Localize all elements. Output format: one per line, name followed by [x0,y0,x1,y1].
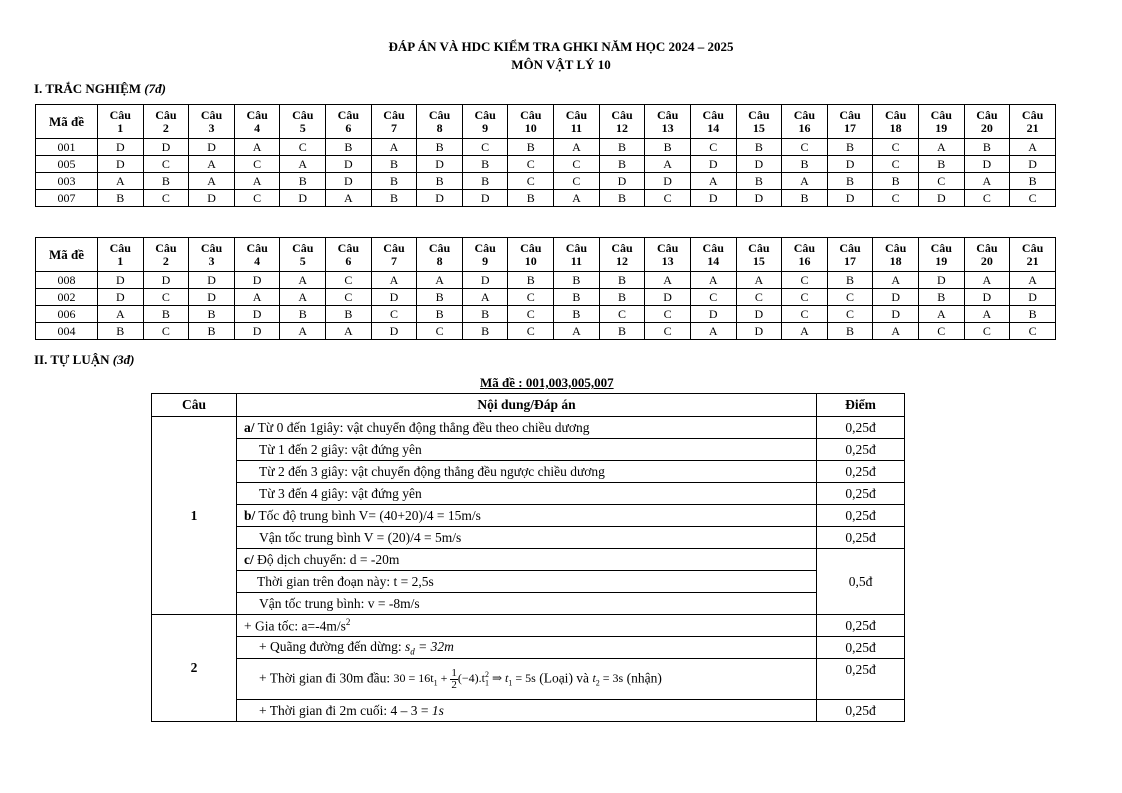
answer-cell: C [645,323,691,340]
table-row [36,289,1056,306]
answer-cell: D [462,272,508,289]
q1-row-a3 [152,461,905,483]
answer-cell: C [782,272,828,289]
answer-cell: A [280,323,326,340]
q1-row-a1 [152,417,905,439]
answer-cell: C [873,190,919,207]
answer-cell: B [827,272,873,289]
answer-cell: C [873,156,919,173]
answer-cell: D [827,190,873,207]
answer-cell: A [918,306,964,323]
q1-a-line3: Từ 2 đến 3 giây: vật chuyển động thẳng đều ngược chiều dương [237,461,817,483]
header-question-11: Câu 11 [554,105,600,139]
answer-cell: B [827,173,873,190]
answer-cell: D [143,272,189,289]
header-question-17: Câu 17 [827,105,873,139]
answer-cell: C [326,289,372,306]
answer-cell: D [98,139,144,156]
answer-cell: C [782,306,828,323]
q1-b-line2: Vận tốc trung bình V = (20)/4 = 5m/s [237,527,817,549]
q1-b-points2: 0,25đ [817,527,905,549]
answer-cell: A [645,156,691,173]
header-question-3: Câu 3 [189,105,235,139]
answer-cell: A [782,323,828,340]
answer-cell: D [873,289,919,306]
header-question-10: Câu 10 [508,238,554,272]
answer-cell: A [326,323,372,340]
doc-title-line1: ĐÁP ÁN VÀ HDC KIỂM TRA GHKI NĂM HỌC 2024 – 2025 [388,39,734,54]
answer-cell: C [508,289,554,306]
answer-cell: A [234,289,280,306]
answer-cell: A [371,272,417,289]
answer-cell: D [234,323,280,340]
header-exam-code: Mã đề [36,105,98,139]
q2-row-4 [152,700,905,722]
answer-cell: C [645,306,691,323]
answer-cell: C [280,139,326,156]
answer-cell: B [736,173,782,190]
q2-points4: 0,25đ [817,700,905,722]
table-row [36,156,1056,173]
exam-code-cell: 004 [36,323,98,340]
header-question-18: Câu 18 [873,238,919,272]
answer-cell: B [371,156,417,173]
table-row [36,323,1056,340]
section-essay-heading: II. TỰ LUẬN (3đ) [34,352,135,367]
header-question-14: Câu 14 [690,238,736,272]
answer-cell: D [98,289,144,306]
q1-b-line1: b/ Tốc độ trung bình V= (40+20)/4 = 15m/s [237,505,817,527]
answer-cell: C [645,190,691,207]
answer-cell: D [326,173,372,190]
header-question-15: Câu 15 [736,238,782,272]
answer-cell: C [554,156,600,173]
header-question-21: Câu 21 [1010,105,1056,139]
answer-cell: A [964,306,1010,323]
header-question-20: Câu 20 [964,238,1010,272]
header-question-12: Câu 12 [599,238,645,272]
q1-a-points1: 0,25đ [817,417,905,439]
answer-cell: B [417,139,463,156]
answer-cell: A [645,272,691,289]
answer-cell: B [599,323,645,340]
answer-cell: A [873,323,919,340]
answer-cell: C [508,173,554,190]
answer-cell: B [508,139,554,156]
answer-cell: B [736,139,782,156]
answer-cell: B [599,272,645,289]
answer-cell: C [1010,190,1056,207]
q1-c-line3: Vận tốc trung bình: v = -8m/s [237,593,817,615]
header-question-2: Câu 2 [143,105,189,139]
answer-cell: B [326,139,372,156]
answer-cell: A [98,173,144,190]
header-points: Điểm [817,394,905,417]
answer-cell: D [873,306,919,323]
answer-cell: D [98,272,144,289]
answer-cell: A [280,289,326,306]
answer-cell: A [234,139,280,156]
exam-code-cell: 001 [36,139,98,156]
answer-cell: D [234,306,280,323]
answer-cell: D [417,190,463,207]
answer-cell: C [964,323,1010,340]
answer-table-2 [35,237,1056,340]
answer-cell: A [918,139,964,156]
q2-line1: + Gia tốc: $a=-4m/s^2$ [237,615,817,637]
answer-cell: A [690,323,736,340]
answer-cell: A [873,272,919,289]
answer-cell: D [462,190,508,207]
q1-a-points4: 0,25đ [817,483,905,505]
q1-row-c2 [152,571,905,593]
q1-a-line2: Từ 1 đến 2 giây: vật đứng yên [237,439,817,461]
header-question-14: Câu 14 [690,105,736,139]
answer-cell: B [280,173,326,190]
answer-cell: A [280,156,326,173]
table-row [36,272,1056,289]
header-question-7: Câu 7 [371,105,417,139]
header-question-11: Câu 11 [554,238,600,272]
header-question-20: Câu 20 [964,105,1010,139]
answer-cell: C [462,139,508,156]
answer-cell: C [508,156,554,173]
header-content: Nội dung/Đáp án [237,394,817,417]
doc-title-line2: MÔN VẬT LÝ 10 [511,57,611,72]
answer-cell: A [417,272,463,289]
q1-row-c3 [152,593,905,615]
answer-cell: D [736,306,782,323]
header-question-4: Câu 4 [234,105,280,139]
answer-cell: C [234,156,280,173]
answer-cell: B [417,173,463,190]
answer-table-header-row [36,238,1056,272]
q1-row-a4 [152,483,905,505]
answer-cell: C [508,323,554,340]
answer-cell: B [827,139,873,156]
answer-cell: D [234,272,280,289]
answer-cell: B [782,190,828,207]
answer-cell: D [964,289,1010,306]
answer-cell: C [143,289,189,306]
answer-cell: B [873,173,919,190]
header-question-6: Câu 6 [326,105,372,139]
essay-exam-codes: Mã đề : 001,003,005,007 [480,375,614,390]
answer-cell: B [143,173,189,190]
answer-cell: D [918,190,964,207]
header-question-3: Câu 3 [189,238,235,272]
exam-code-cell: 005 [36,156,98,173]
header-question-16: Câu 16 [782,238,828,272]
answer-cell: B [417,289,463,306]
answer-cell: C [326,272,372,289]
answer-cell: A [964,173,1010,190]
answer-cell: B [918,289,964,306]
header-question-13: Câu 13 [645,105,691,139]
answer-cell: A [98,306,144,323]
q2-points1: 0,25đ [817,615,905,637]
header-question-16: Câu 16 [782,105,828,139]
answer-cell: D [189,190,235,207]
answer-cell: C [417,323,463,340]
answer-cell: B [98,190,144,207]
answer-cell: A [554,139,600,156]
answer-cell: C [918,323,964,340]
answer-cell: B [98,323,144,340]
header-question-4: Câu 4 [234,238,280,272]
answer-cell: A [189,156,235,173]
answer-cell: B [918,156,964,173]
answer-cell: B [599,156,645,173]
q1-a-points2: 0,25đ [817,439,905,461]
answer-cell: D [736,323,782,340]
answer-cell: C [782,139,828,156]
answer-cell: C [827,289,873,306]
answer-cell: D [189,139,235,156]
q2-line4: + Thời gian đi 2m cuối: 4 – 3 = 1s [237,700,817,722]
answer-cell: B [417,306,463,323]
answer-cell: D [827,156,873,173]
table-row [36,173,1056,190]
answer-cell: C [964,190,1010,207]
table-row [36,139,1056,156]
answer-cell: C [554,173,600,190]
answer-cell: A [1010,272,1056,289]
q1-a-points3: 0,25đ [817,461,905,483]
answer-cell: A [371,139,417,156]
q1-row-b1 [152,505,905,527]
q1-row-b2 [152,527,905,549]
answer-cell: D [1010,289,1056,306]
answer-cell: A [189,173,235,190]
question-number-1: 1 [152,417,237,615]
q1-row-c1 [152,549,905,571]
section-multiple-choice-heading: I. TRẮC NGHIỆM (7đ) [34,81,166,96]
q1-a-line1: a/ Từ 0 đến 1giây: vật chuyển động thẳng đều theo chiều dương [237,417,817,439]
answer-cell: B [782,156,828,173]
answer-cell: C [143,156,189,173]
q1-c-points: 0,5đ [817,549,905,615]
answer-cell: D [645,289,691,306]
q2-line2: + Quãng đường đến dừng: $s_d = 32m$ [237,637,817,659]
header-question-8: Câu 8 [417,238,463,272]
answer-cell: D [690,190,736,207]
answer-cell: B [462,323,508,340]
exam-code-cell: 003 [36,173,98,190]
q2-row-2 [152,637,905,659]
answer-cell: D [98,156,144,173]
q1-b-points1: 0,25đ [817,505,905,527]
answer-cell: C [234,190,280,207]
q1-c-line1: c/ Độ dịch chuyển: d = -20m [237,549,817,571]
header-question: Câu [152,394,237,417]
answer-cell: B [554,272,600,289]
exam-code-cell: 006 [36,306,98,323]
answer-cell: B [189,323,235,340]
answer-cell: D [599,173,645,190]
header-question-19: Câu 19 [918,105,964,139]
answer-cell: A [462,289,508,306]
answer-cell: B [599,139,645,156]
answer-cell: C [690,139,736,156]
q2-line3: + Thời gian đi 30m đầu: $30 = 16t_1$ + $\frac{1}{2}$ $(-4).t_1^2$ ⇒ $t_1 = 5s$ (Loại) và $t_2 = 3s$ (nhận) [237,659,817,700]
answer-cell: C [918,173,964,190]
header-question-21: Câu 21 [1010,238,1056,272]
header-question-8: Câu 8 [417,105,463,139]
answer-table-header-row [36,105,1056,139]
question-number-2: 2 [152,615,237,722]
answer-cell: C [599,306,645,323]
answer-cell: C [827,306,873,323]
exam-code-cell: 007 [36,190,98,207]
answer-cell: A [554,190,600,207]
q2-row-1 [152,615,905,637]
header-question-10: Câu 10 [508,105,554,139]
header-question-17: Câu 17 [827,238,873,272]
header-question-1: Câu 1 [98,105,144,139]
answer-cell: A [964,272,1010,289]
answer-cell: C [873,139,919,156]
answer-cell: B [462,306,508,323]
answer-cell: B [1010,306,1056,323]
answer-cell: D [189,289,235,306]
answer-cell: D [736,156,782,173]
answer-cell: C [1010,323,1056,340]
answer-cell: A [234,173,280,190]
answer-cell: D [645,173,691,190]
header-exam-code: Mã đề [36,238,98,272]
answer-cell: D [964,156,1010,173]
header-question-13: Câu 13 [645,238,691,272]
answer-cell: B [371,173,417,190]
answer-cell: B [462,156,508,173]
exam-code-cell: 002 [36,289,98,306]
answer-cell: D [280,190,326,207]
answer-cell: B [371,190,417,207]
header-question-19: Câu 19 [918,238,964,272]
answer-cell: A [326,190,372,207]
answer-cell: B [326,306,372,323]
header-question-15: Câu 15 [736,105,782,139]
answer-cell: A [690,173,736,190]
answer-cell: C [143,323,189,340]
answer-cell: B [599,190,645,207]
q2-points2: 0,25đ [817,637,905,659]
answer-cell: B [508,190,554,207]
answer-cell: D [1010,156,1056,173]
answer-cell: A [782,173,828,190]
answer-cell: C [736,289,782,306]
answer-cell: D [371,323,417,340]
header-question-12: Câu 12 [599,105,645,139]
answer-cell: B [1010,173,1056,190]
header-question-6: Câu 6 [326,238,372,272]
answer-cell: B [508,272,554,289]
answer-cell: D [326,156,372,173]
answer-cell: B [964,139,1010,156]
q2-row-3 [152,659,905,700]
header-question-7: Câu 7 [371,238,417,272]
q1-c-line2: Thời gian trên đoạn này: t = 2,5s [237,571,817,593]
answer-cell: B [280,306,326,323]
q1-a-line4: Từ 3 đến 4 giây: vật đứng yên [237,483,817,505]
exam-code-cell: 008 [36,272,98,289]
answer-cell: B [645,139,691,156]
header-question-5: Câu 5 [280,105,326,139]
answer-cell: D [690,156,736,173]
q2-points3: 0,25đ [817,659,905,700]
answer-cell: D [918,272,964,289]
answer-cell: B [599,289,645,306]
answer-cell: C [508,306,554,323]
answer-table-1 [35,104,1056,207]
answer-cell: D [690,306,736,323]
answer-cell: C [371,306,417,323]
answer-cell: A [690,272,736,289]
answer-cell: D [736,190,782,207]
header-question-2: Câu 2 [143,238,189,272]
answer-cell: B [554,306,600,323]
answer-cell: C [782,289,828,306]
table-row [36,306,1056,323]
table-row [36,190,1056,207]
answer-cell: A [280,272,326,289]
essay-header-row [152,394,905,417]
header-question-5: Câu 5 [280,238,326,272]
answer-cell: C [143,190,189,207]
essay-answer-table [151,393,905,722]
answer-cell: B [462,173,508,190]
answer-cell: D [189,272,235,289]
answer-cell: B [189,306,235,323]
answer-cell: A [554,323,600,340]
header-question-18: Câu 18 [873,105,919,139]
answer-cell: B [554,289,600,306]
q1-row-a2 [152,439,905,461]
answer-cell: A [1010,139,1056,156]
answer-cell: D [371,289,417,306]
header-question-1: Câu 1 [98,238,144,272]
header-question-9: Câu 9 [462,105,508,139]
answer-cell: B [827,323,873,340]
answer-cell: D [143,139,189,156]
answer-cell: D [417,156,463,173]
header-question-9: Câu 9 [462,238,508,272]
answer-cell: B [143,306,189,323]
answer-cell: C [690,289,736,306]
answer-cell: A [736,272,782,289]
